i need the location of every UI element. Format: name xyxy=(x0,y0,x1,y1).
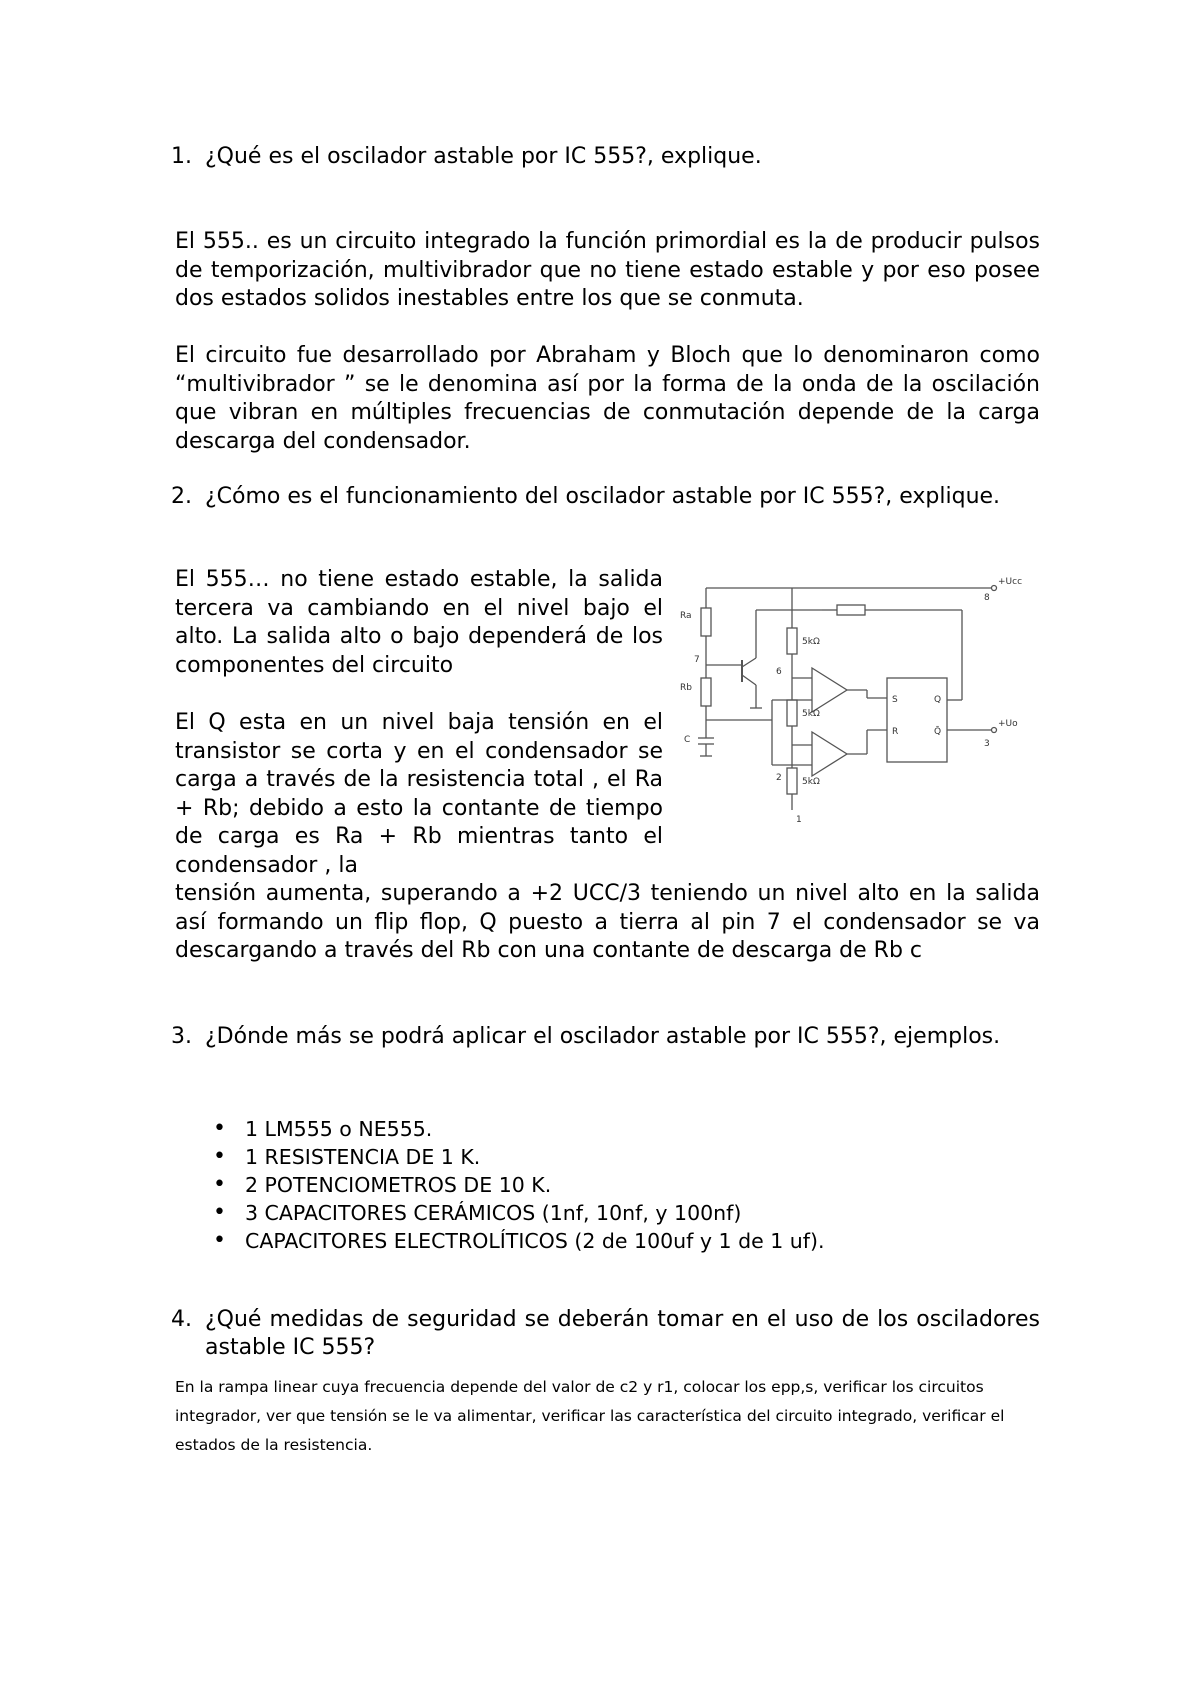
components-list xyxy=(205,1115,825,1255)
astable-555-circuit-diagram xyxy=(672,570,1032,860)
answer-1-paragraph-2: El circuito fue desarrollado por Abraham y Bloch que lo denominaron como “multivibrador ” se le denomina así por la forma de la onda de la oscilación que vibran en múltiples frecuencias de conmutación depende de la carga descarga del condensador. xyxy=(175,343,1040,454)
resistor-rb xyxy=(701,678,711,706)
label-pin-3: 3 xyxy=(984,739,990,749)
label-ra: Ra xyxy=(680,611,692,621)
answer-2-paragraph-1: El 555… no tiene estado estable, la salida tercera va cambiando en el nivel bajo el alto. La salida alto o bajo dependerá de los componentes del circuito xyxy=(175,567,663,678)
question-4-number: 4. xyxy=(171,1307,192,1332)
comparator-upper xyxy=(812,668,847,712)
label-c: C xyxy=(684,735,691,745)
label-q: Q xyxy=(934,695,942,705)
divider-resistor-2 xyxy=(787,700,797,726)
question-3 xyxy=(171,1023,1040,1051)
label-s: S xyxy=(892,695,898,705)
question-3-text: ¿Dónde más se podrá aplicar el oscilador astable por IC 555?, ejemplos. xyxy=(205,1024,1001,1049)
divider-resistor-3 xyxy=(787,768,797,794)
question-1-number: 1. xyxy=(171,144,192,169)
list-item: • 3 CAPACITORES CERÁMICOS (1nf, 10nf, y 100nf) xyxy=(205,1199,825,1227)
list-item: • 2 POTENCIOMETROS DE 10 K. xyxy=(205,1171,825,1199)
label-5k-2: 5kΩ xyxy=(802,709,820,719)
comparator-lower xyxy=(812,732,847,776)
list-item: • 1 RESISTENCIA DE 1 K. xyxy=(205,1143,825,1171)
question-2-number: 2. xyxy=(171,484,192,509)
answer-4-text: En la rampa linear cuya frecuencia depende del valor de c2 y r1, colocar los epp,s, verificar los circuitos integrador, ver que tensión se le va alimentar, verificar las característica del circuito integrado, verificar el estados de la resistencia. xyxy=(175,1378,1005,1454)
question-2-text: ¿Cómo es el funcionamiento del oscilador astable por IC 555?, explique. xyxy=(205,484,1001,509)
question-2 xyxy=(171,483,1040,511)
label-r: R xyxy=(892,727,899,737)
divider-resistor-1 xyxy=(787,628,797,654)
label-qbar: Q̄ xyxy=(934,727,942,737)
answer-1-paragraph-1: El 555.. es un circuito integrado la función primordial es la de producir pulsos de temporización, multivibrador que no tiene estado estable y por eso posee dos estados solidos inestables entre los que se conmuta. xyxy=(175,229,1040,312)
list-item: • CAPACITORES ELECTROLÍTICOS (2 de 100uf y 1 de 1 uf). xyxy=(205,1227,825,1255)
vcc-terminal xyxy=(992,586,997,591)
label-rb: Rb xyxy=(680,683,692,693)
answer-2-paragraph-3: tensión aumenta, superando a +2 UCC/3 teniendo un nivel alto en la salida así formando un flip flop, Q puesto a tierra al pin 7 el condensador se va descargando a través del Rb con una contante de descarga de Rb c xyxy=(175,881,1040,964)
answer-2-paragraph-2: El Q esta en un nivel baja tensión en el transistor se corta y en el condensador se carga a través de la resistencia total , el Ra + Rb; debido a esto la contante de tiempo de carga es Ra + Rb mientras tanto el condensador , la xyxy=(175,710,663,878)
label-pin-2: 2 xyxy=(776,773,782,783)
question-1-text: ¿Qué es el oscilador astable por IC 555?, explique. xyxy=(205,144,762,169)
label-pin-7: 7 xyxy=(694,655,700,665)
list-item: • 1 LM555 o NE555. xyxy=(205,1115,825,1143)
question-4-text: ¿Qué medidas de seguridad se deberán tomar en el uso de los osciladores astable IC 555? xyxy=(205,1307,1040,1360)
label-uo: +Uo xyxy=(998,719,1018,729)
question-1 xyxy=(171,143,1040,171)
resistor-ra xyxy=(701,608,711,636)
label-pin-1: 1 xyxy=(796,815,802,825)
output-terminal xyxy=(992,728,997,733)
label-pin-8: 8 xyxy=(984,593,990,603)
flip-flop-block xyxy=(887,678,947,762)
label-pin-6: 6 xyxy=(776,667,782,677)
label-ucc: +Ucc xyxy=(998,577,1023,587)
question-4 xyxy=(171,1306,1040,1362)
feedback-resistor xyxy=(837,605,865,615)
question-3-number: 3. xyxy=(171,1024,192,1049)
label-5k-3: 5kΩ xyxy=(802,777,820,787)
label-5k-1: 5kΩ xyxy=(802,637,820,647)
